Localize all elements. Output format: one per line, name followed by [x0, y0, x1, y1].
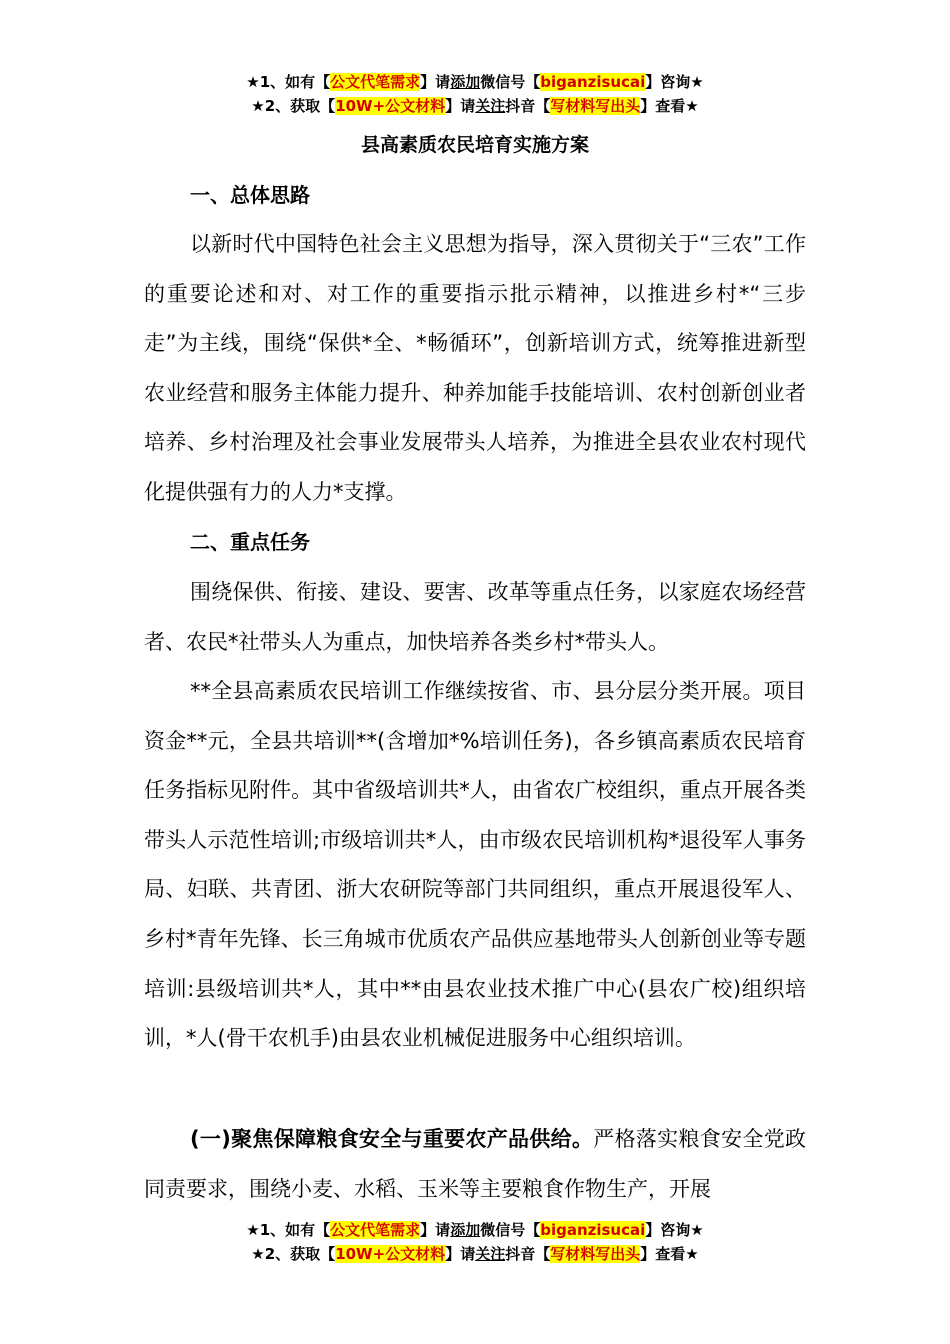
banner-text: 】咨询★	[645, 73, 704, 91]
banner-highlight: 公文代笔需求	[330, 1221, 421, 1239]
header-banner-line-1	[0, 70, 950, 94]
section-1-paragraph: 以新时代中国特色社会主义思想为指导，深入贯彻关于“三农”工作的重要论述和对、对工作的重要指示批示精神，以推进乡村*“三步走”为主线，围绕“保供*全、*畅循环”，创新培训方式，统筹推进新型农业经营和服务主体能力提升、种养加能手技能培训、农村创新创业者培养、乡村治理及社会事业发展带头人培养，为推进全县农业农村现代化提供强有力的人力*支撑。	[144, 232, 806, 504]
banner-highlight: 公文代笔需求	[330, 73, 421, 91]
banner-text: 抖音【	[505, 97, 551, 115]
banner-highlight: 写材料写出头	[550, 1245, 641, 1263]
banner-text: 】咨询★	[645, 1221, 704, 1239]
footer-banner	[0, 1218, 950, 1266]
section-2-paragraph-2: **全县高素质农民培训工作继续按省、市、县分层分类开展。项目资金**元，全县共培训**(含增加*%培训任务)，各乡镇高素质农民培育任务指标见附件。其中省级培训共*人，由省农广校组织，重点开展各类带头人示范性培训;市级培训共*人，由市级农民培训机构*退役军人事务局、妇联、共青团、浙大农研院等部门共同组织，重点开展退役军人、乡村*青年先锋、长三角城市优质农产品供应基地带头人创新创业等专题培训:县级培训共*人，其中**由县农业技术推广中心(县农广校)组织培训，*人(骨干农机手)由县农业机械促进服务中心组织培训。	[144, 679, 806, 1051]
banner-text: 】请	[420, 73, 451, 91]
banner-text: ★2、获取【	[251, 97, 336, 115]
section-2-paragraph-1: 围绕保供、衔接、建设、要害、改革等重点任务，以家庭农场经营者、农民*社带头人为重点，加快培养各类乡村*带头人。	[144, 580, 806, 654]
section-heading-overall-approach: 一、总体思路	[190, 183, 310, 207]
banner-text: 】请	[445, 97, 476, 115]
banner-text: 】查看★	[640, 1245, 699, 1263]
banner-text: 抖音【	[505, 1245, 551, 1263]
banner-text: 】请	[445, 1245, 476, 1263]
banner-text: 】查看★	[640, 97, 699, 115]
banner-text: 微信号【	[480, 1221, 541, 1239]
header-banner-line-2	[0, 94, 950, 118]
banner-text: ★1、如有【	[246, 1221, 331, 1239]
banner-text: ★1、如有【	[246, 73, 331, 91]
subsection-text: 严格落实粮食安全党政同责要求，围绕小麦、水稻、玉米等主要粮食作物生产，开展	[144, 1127, 806, 1201]
subsection-heading: (一)聚焦保障粮食安全与重要农产品供给。	[190, 1127, 594, 1151]
banner-underline: 添加	[450, 1221, 481, 1239]
header-banner	[0, 70, 950, 118]
banner-highlight: biganzisucai	[540, 1221, 646, 1239]
banner-underline: 添加	[450, 73, 481, 91]
section-heading-key-tasks: 二、重点任务	[190, 530, 310, 554]
footer-banner-line-2	[0, 1242, 950, 1266]
banner-highlight: 10W+公文材料	[335, 97, 446, 115]
document-title: 县高素质农民培育实施方案	[360, 134, 589, 156]
banner-text: 微信号【	[480, 73, 541, 91]
banner-text: ★2、获取【	[251, 1245, 336, 1263]
banner-highlight: 10W+公文材料	[335, 1245, 446, 1263]
footer-banner-line-1	[0, 1218, 950, 1242]
banner-underline: 关注	[475, 1245, 506, 1263]
banner-text: 】请	[420, 1221, 451, 1239]
section-2-paragraph-3	[144, 1115, 806, 1214]
banner-underline: 关注	[475, 97, 506, 115]
banner-highlight: biganzisucai	[540, 73, 646, 91]
banner-highlight: 写材料写出头	[550, 97, 641, 115]
